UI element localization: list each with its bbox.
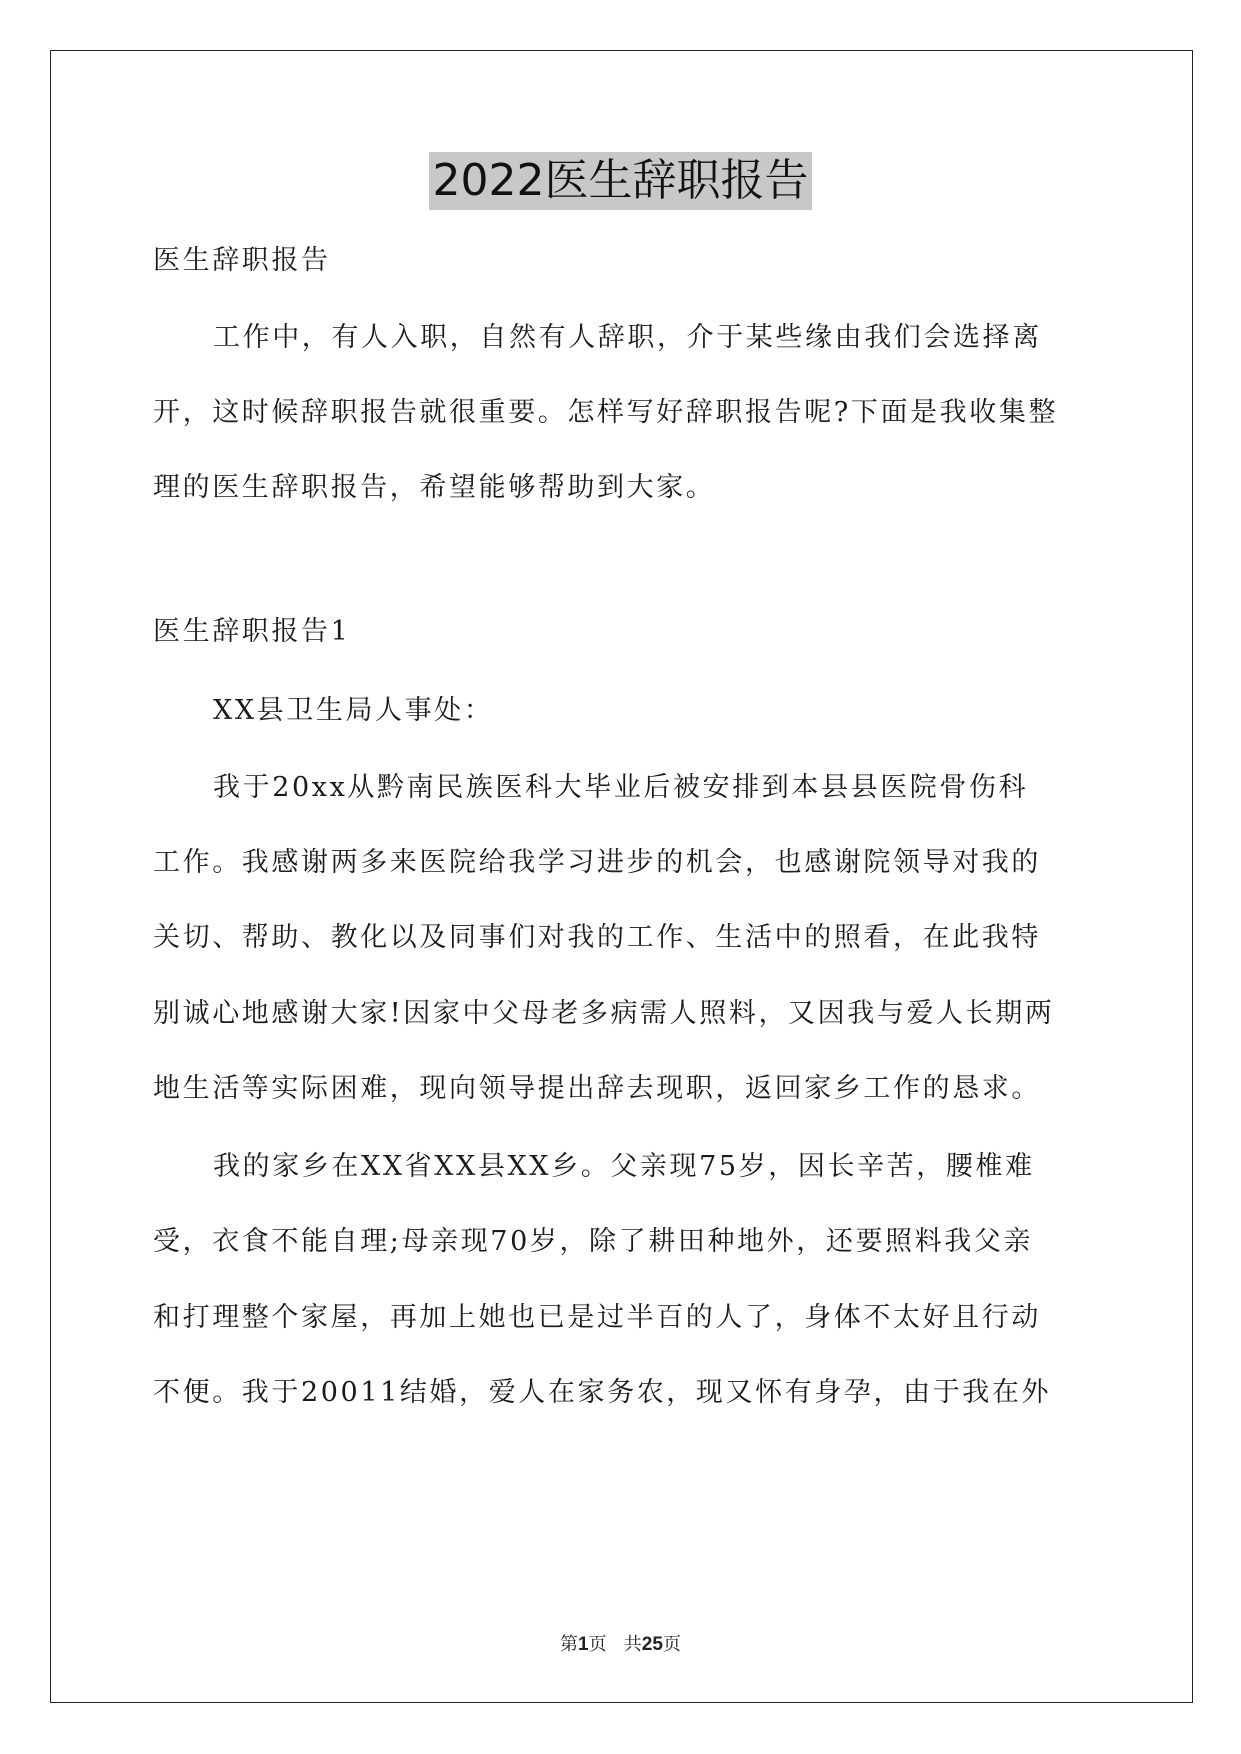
intro-line: 开，这时候辞职报告就很重要。怎样写好辞职报告呢?下面是我收集整 [153,397,1059,428]
body-line: 地生活等实际困难，现向领导提出辞去现职，返回家乡工作的恳求。 [153,1073,1041,1104]
document-title [0,152,1241,210]
body-line: 受，衣食不能自理;母亲现70岁，除了耕田种地外，还要照料我父亲 [153,1226,1034,1257]
body-line: 我于20xx从黔南民族医科大毕业后被安排到本县县医院骨伤科 [213,772,1029,803]
footer-prefix: 第 [560,1634,579,1655]
footer-suffix: 页 [662,1634,681,1655]
page-footer [0,1633,1241,1657]
body-line: 我的家乡在XX省XX县XX乡。父亲现75岁，因长辛苦，腰椎难 [213,1151,1035,1182]
footer-page-number: 1 [578,1634,589,1655]
body-line: 别诚心地感谢大家!因家中父母老多病需人照料，又因我与爱人长期两 [153,998,1055,1029]
subtitle: 医生辞职报告 [153,245,331,276]
salutation: XX县卫生局人事处： [213,695,494,726]
footer-mid: 页 共 [588,1634,642,1655]
body-line: 和打理整个家屋，再加上她也已是过半百的人了，身体不太好且行动 [153,1302,1041,1333]
body-line: 不便。我于20011结婚，爱人在家务农，现又怀有身孕，由于我在外 [153,1377,1052,1408]
body-line: 工作。我感谢两多来医院给我学习进步的机会，也感谢院领导对我的 [153,847,1041,878]
footer-total-pages: 25 [641,1634,663,1655]
intro-line: 工作中，有人入职，自然有人辞职，介于某些缘由我们会选择离 [213,322,1042,353]
body-line: 关切、帮助、教化以及同事们对我的工作、生活中的照看，在此我特 [153,922,1041,953]
section-heading: 医生辞职报告1 [153,616,351,647]
intro-line: 理的医生辞职报告，希望能够帮助到大家。 [153,472,716,503]
title-text: 2022医生辞职报告 [429,152,813,210]
